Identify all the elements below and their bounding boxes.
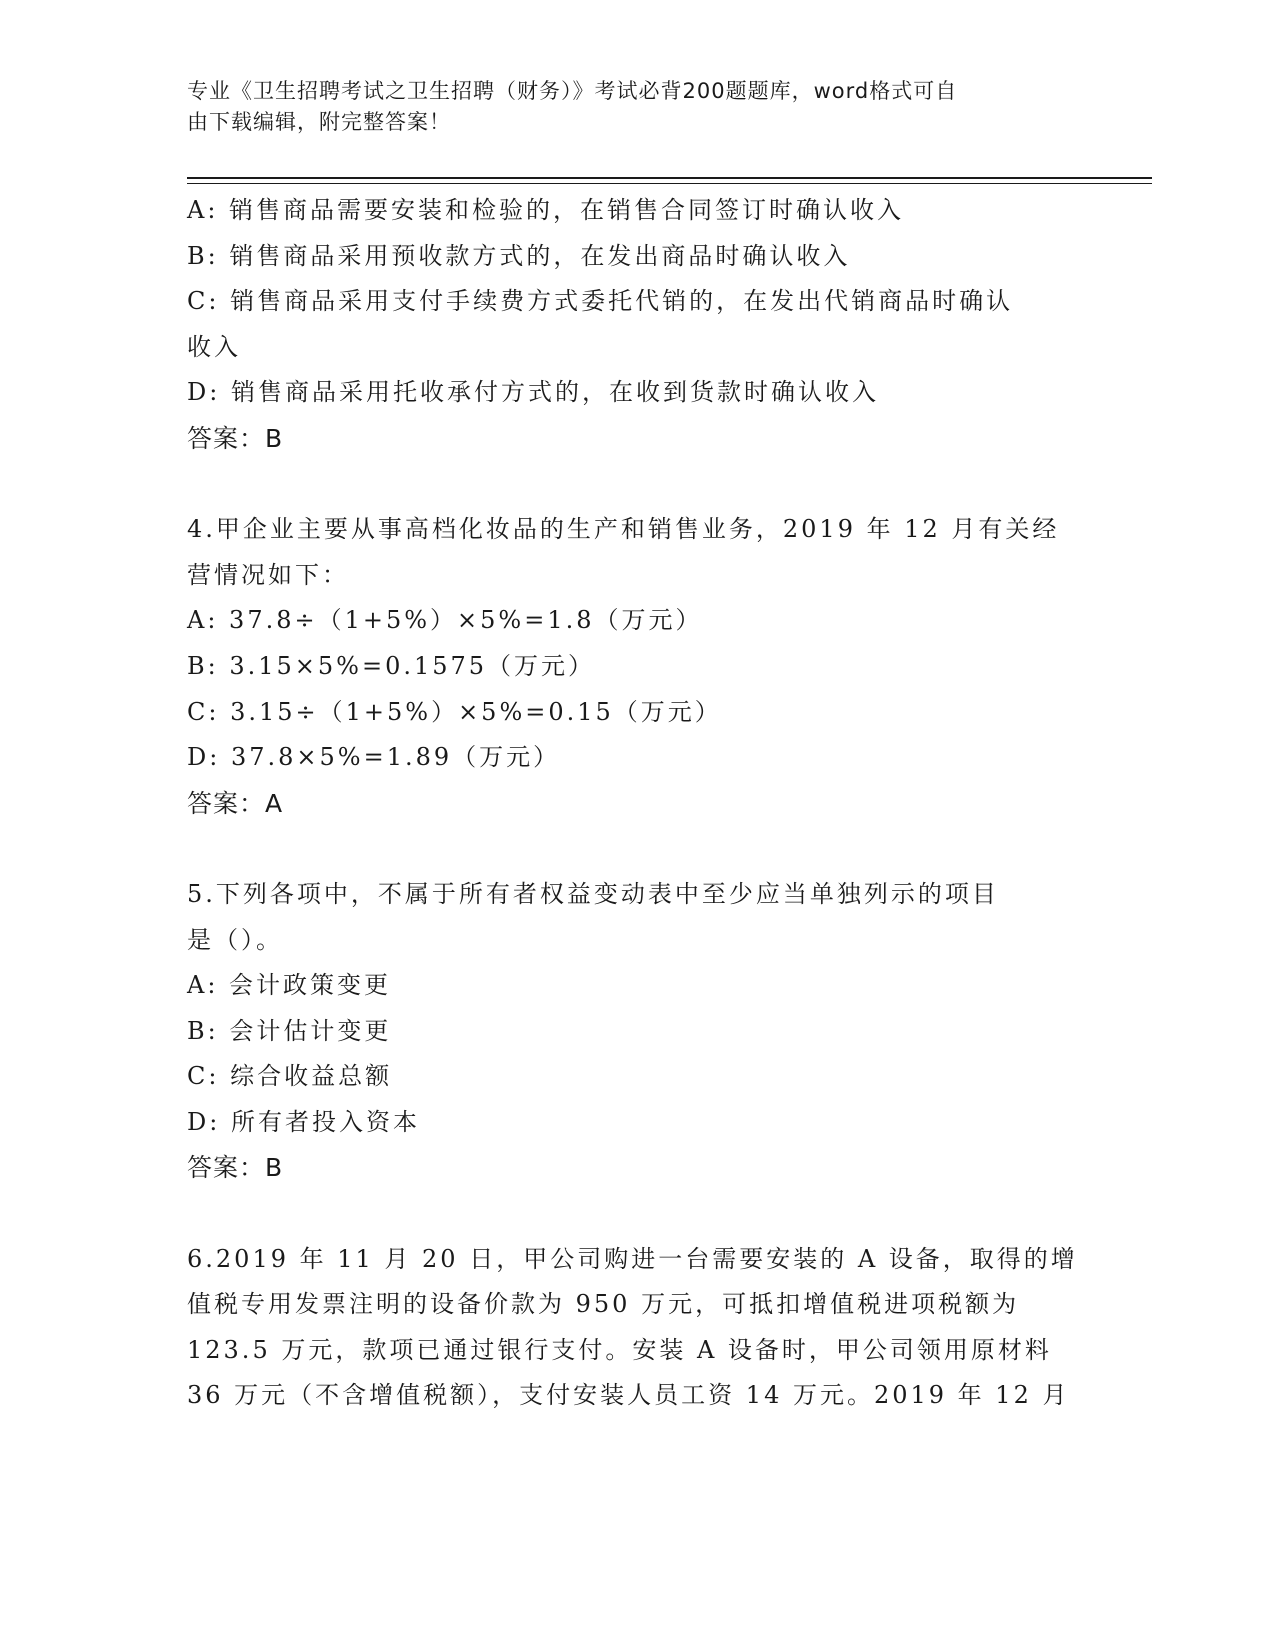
question-content xyxy=(187,188,1087,1419)
q5-answer: 答案：B xyxy=(187,1153,284,1183)
q4-stem-line-1: 4.甲企业主要从事高档化妆品的生产和销售业务，2019 年 12 月有关经 xyxy=(187,515,1060,544)
q5-option-a: A: 会计政策变更 xyxy=(187,971,392,1000)
q4-option-b: B: 3.15×5%=0.1575（万元） xyxy=(187,651,596,680)
header-line-2: 由下载编辑，附完整答案！ xyxy=(187,110,451,134)
q5-stem-line-1: 5.下列各项中，不属于所有者权益变动表中至少应当单独列示的项目 xyxy=(187,879,999,908)
q5-option-b: B: 会计估计变更 xyxy=(187,1016,392,1045)
spacer xyxy=(187,826,1087,872)
q5-option-c: C: 综合收益总额 xyxy=(187,1062,393,1091)
q3-answer: 答案：B xyxy=(187,423,284,453)
q6-stem-line-3: 123.5 万元，款项已通过银行支付。安装 A 设备时，甲公司领用原材料 xyxy=(187,1335,1052,1364)
spacer xyxy=(187,1191,1087,1237)
q6-stem-line-4: 36 万元（不含增值税额），支付安装人员工资 14 万元。2019 年 12 月 xyxy=(187,1381,1070,1410)
q6-stem-line-1: 6.2019 年 11 月 20 日，甲公司购进一台需要安装的 A 设备，取得的增 xyxy=(187,1244,1078,1273)
q3-option-d: D: 销售商品采用托收承付方式的，在收到货款时确认收入 xyxy=(187,378,879,407)
spacer xyxy=(187,462,1087,508)
q4-option-d: D: 37.8×5%=1.89（万元） xyxy=(187,743,561,772)
q4-answer: 答案：A xyxy=(187,788,284,818)
q6-stem-line-2: 值税专用发票注明的设备价款为 950 万元，可抵扣增值税进项税额为 xyxy=(187,1290,1020,1319)
q3-option-a: A: 销售商品需要安装和检验的，在销售合同签订时确认收入 xyxy=(187,196,905,224)
q5-stem-line-2: 是（）。 xyxy=(187,925,283,954)
q3-option-c-line-2: 收入 xyxy=(187,332,241,361)
q3-option-c-line-1: C: 销售商品采用支付手续费方式委托代销的，在发出代销商品时确认 xyxy=(187,287,1014,316)
q4-option-c: C: 3.15÷（1+5%）×5%=0.15（万元） xyxy=(187,697,722,726)
q3-option-b: B: 销售商品采用预收款方式的，在发出商品时确认收入 xyxy=(187,241,851,270)
q5-option-d: D: 所有者投入资本 xyxy=(187,1107,420,1136)
q4-stem-line-2: 营情况如下： xyxy=(187,560,349,589)
header-divider-thick xyxy=(187,177,1152,179)
document-header xyxy=(187,76,1067,138)
header-divider-thin xyxy=(187,183,1152,184)
header-line-1: 专业《卫生招聘考试之卫生招聘（财务）》考试必背200题题库，word格式可自 xyxy=(187,79,958,103)
q4-option-a: A: 37.8÷（1+5%）×5%=1.8（万元） xyxy=(187,606,703,635)
